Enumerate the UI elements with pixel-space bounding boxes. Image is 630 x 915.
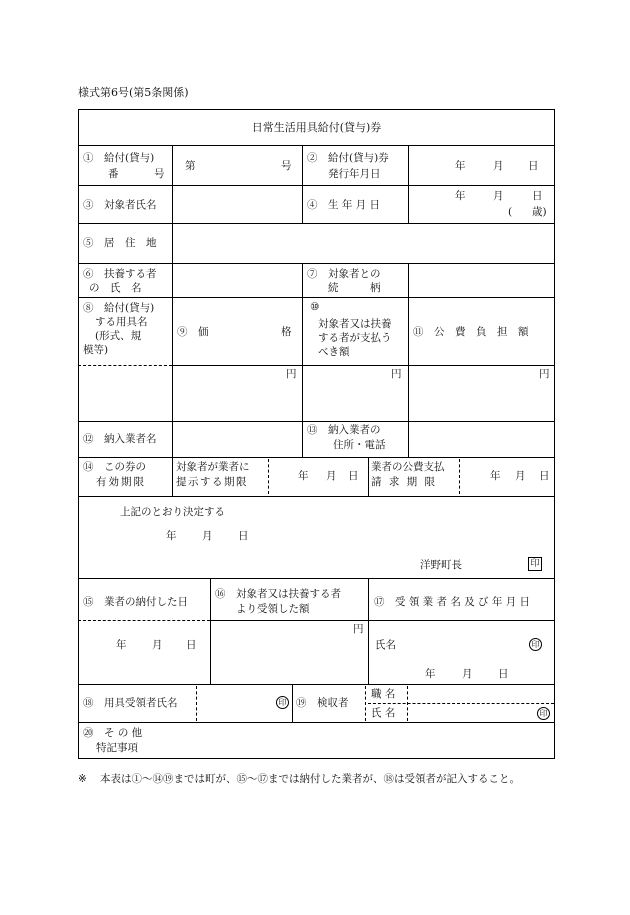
decision-year: 年 (166, 530, 177, 542)
claim-deadline-label: 業者の公費支払 (371, 461, 445, 473)
inspector-name-label: 氏 名 (371, 707, 396, 719)
mayor-label: 洋野町長 (420, 559, 462, 571)
age-label: 歳) (532, 206, 547, 218)
receiver-seal-icon: 印 (276, 696, 289, 709)
vendor-name-field: 氏名 (375, 639, 396, 651)
guardian-label: ⑥ 扶養する者 (83, 268, 157, 280)
residence-label: ⑤ 居 住 地 (83, 237, 157, 249)
vendor-address-label-2: 住所・電話 (333, 439, 386, 451)
guardian-label-2: の 氏 名 (89, 282, 142, 294)
received-amount-label: ⑯ 対象者又は扶養する者 (215, 588, 341, 600)
item-name-label-3: (形式、規 (95, 330, 142, 342)
price-yen: 円 (286, 368, 297, 380)
received-yen: 円 (353, 623, 364, 635)
present-month: 月 (326, 470, 337, 482)
number-go: 号 (281, 160, 292, 172)
public-cost-label: ⑪ 公 費 負 担 額 (413, 326, 529, 338)
inspector-position-label: 職 名 (371, 688, 396, 700)
receipt-day: 日 (498, 668, 509, 680)
claim-year: 年 (490, 470, 501, 482)
footnote-text: 本表は①～⑭⑲までは町が、⑮～⑰までは納付した業者が、⑱は受領者が記入すること。 (100, 773, 520, 785)
number-dai: 第 (185, 160, 196, 172)
birth-date-label: ④ 生 年 月 日 (307, 199, 381, 211)
receiver-name-label: ⑱ 用具受領者氏名 (83, 697, 178, 709)
subject-name-label: ③ 対象者氏名 (83, 199, 157, 211)
issue-date-label: ② 給付(貸与)券 (307, 152, 389, 164)
payable-number: ⑩ (310, 301, 320, 313)
vendor-seal-icon: 印 (529, 638, 542, 651)
issue-day: 日 (528, 160, 539, 172)
footnote (78, 770, 558, 789)
other-notes-label-2: 特記事項 (96, 742, 138, 754)
public-yen: 円 (539, 368, 550, 380)
delivery-day: 日 (186, 639, 197, 651)
claim-month: 月 (515, 470, 526, 482)
decision-day: 日 (238, 530, 249, 542)
vendor-name-label: ⑫ 納入業者名 (83, 433, 157, 445)
decision-text: 上記のとおり決定する (120, 506, 225, 518)
form-title: 日常生活用具給付(貸与)券 (251, 121, 382, 134)
item-name-label-2: する用具名 (95, 316, 148, 328)
received-amount-label-2: より受領した額 (236, 603, 310, 615)
claim-day: 日 (539, 470, 550, 482)
item-name-label-4: 模等) (83, 344, 109, 356)
relation-label: ⑦ 対象者との (307, 268, 381, 280)
issue-month: 月 (493, 160, 504, 172)
valid-period-label: ⑭ この券の (83, 461, 146, 473)
voucher-number-label: ① 給付(貸与) (83, 152, 155, 164)
price-label: ⑨ 価 (177, 326, 209, 338)
item-name-label: ⑧ 給付(貸与) (83, 302, 155, 314)
voucher-number-label-2: 番 号 (108, 168, 166, 180)
issue-year: 年 (455, 160, 466, 172)
birth-year: 年 (455, 190, 466, 202)
present-deadline-label: 対象者が業者に (176, 461, 250, 473)
other-notes-label: ⑳ そ の 他 (83, 727, 143, 739)
birth-month: 月 (493, 190, 504, 202)
payable-yen: 円 (391, 368, 402, 380)
delivery-year: 年 (116, 639, 127, 651)
present-deadline-label-2: 提示する期限 (176, 476, 248, 488)
delivery-date-label: ⑮ 業者の納付した日 (83, 596, 188, 608)
payable-label-2: する者が支払う (318, 332, 392, 344)
vendor-address-label: ⑬ 納入業者の (307, 424, 381, 436)
receipt-year: 年 (425, 668, 436, 680)
present-day: 日 (348, 470, 359, 482)
receipt-month: 月 (462, 668, 473, 680)
payable-label-3: べき額 (318, 346, 350, 358)
age-open: ( (508, 206, 513, 218)
payable-label: 対象者又は扶養 (318, 318, 392, 330)
valid-period-label-2: 有効期限 (96, 476, 146, 488)
mayor-seal-icon: 印 (528, 557, 542, 571)
form-number: 様式第6号(第5条関係) (78, 86, 189, 99)
inspector-seal-icon: 印 (537, 707, 550, 720)
price-label-kaku: 格 (281, 326, 292, 338)
vendor-receipt-label: ⑰ 受 領 業 者 名 及 び 年 月 日 (374, 596, 531, 608)
issue-date-label-2: 発行年月日 (328, 168, 381, 180)
claim-deadline-label-2: 請 求 期 限 (371, 476, 438, 488)
footnote-mark: ※ (78, 773, 87, 785)
birth-day: 日 (532, 190, 543, 202)
decision-month: 月 (202, 530, 213, 542)
inspector-label: ⑲ 検収者 (296, 697, 349, 709)
form-table (78, 109, 555, 759)
relation-label-2: 続 柄 (328, 282, 381, 294)
present-year: 年 (298, 470, 309, 482)
delivery-month: 月 (152, 639, 163, 651)
